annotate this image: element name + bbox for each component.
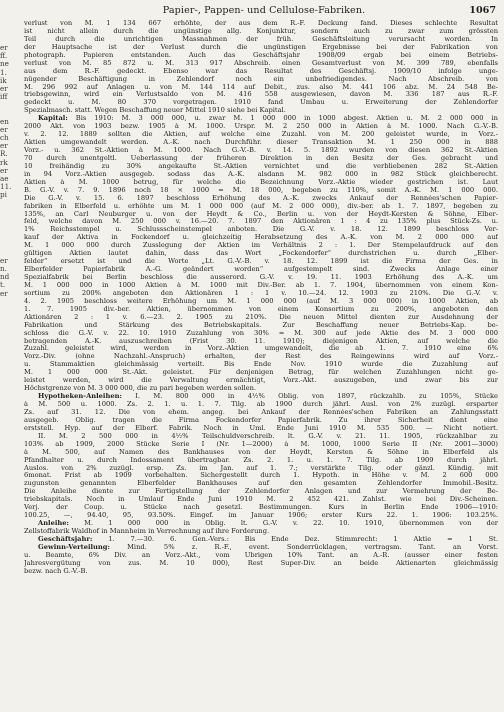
margin-fragment xyxy=(0,331,12,339)
margin-fragment xyxy=(0,200,12,208)
margin-fragment xyxy=(0,494,12,502)
text-line: Die G.-V. v. 15. 6. 1897 beschloss Erhöhung des A.-K. zwecks Ankauf der Rennées'schen Papier- xyxy=(24,194,498,202)
margin-fragment xyxy=(0,355,12,363)
text-line: 135%, an Carl Neuburger u. von der Heydt & Co., Berlin u. von der Heydt-Kersten & Söhne, Elber- xyxy=(24,210,498,218)
text-line: ist nicht allein durch die ungünstige allg. Konjunktur, sondern auch zu zwar zum grössten xyxy=(24,27,498,35)
text-line: bezw. nach G.-V.-B. xyxy=(24,567,88,575)
text-line: kauf der Aktiva in Fockendorf u. gleichzeitig Herabsetzung des A.-K. von M. 2 000 000 auf xyxy=(24,234,498,242)
margin-fragment xyxy=(0,650,12,658)
text-line: gedeckt u. M. 80 370 vorgetragen. 1910 fand Umbau u. Erweiterung der Zehlendorfer xyxy=(24,99,498,107)
margin-fragment xyxy=(0,232,12,240)
text-line: leistet werden, wird die Verwaltung ermächtigt, Vorz.-Akt. auszugeben, und zwar bis zur xyxy=(24,377,498,385)
text-line: Vorz.- u. 362 St.-Aktien à M. 1000. Nach G.-V.-B. v. 14. 5. 1892 wurden von diesen 362 St.-Aktien xyxy=(24,147,498,154)
page-header xyxy=(108,4,496,18)
margin-fragment xyxy=(0,306,12,314)
text-line: nügender Beschäftigung in Zehlendorf noch ein unbefriedigendes. Nach Abschreib. von xyxy=(24,75,498,83)
margin-fragment xyxy=(0,666,12,674)
text-line: 100.25, —, 94.40, 95, 93.50%. Eingef. im Januar 1906; erster Kurs 22. 1. 1906: 103.25%. xyxy=(24,512,498,520)
margin-fragment xyxy=(0,625,12,633)
margin-fragment xyxy=(0,503,12,511)
text-line: 103% ab 1909, 2000 Stücke Serie I (Nr. 1—2000) à M. 1000, 1000 Serie II (Nr. 2001—3000) xyxy=(24,440,498,448)
margin-fragment xyxy=(0,552,12,560)
margin-fragment xyxy=(0,372,12,380)
text-line: Zs. auf 31. 12. Die von ehem. angeg. bei Ankauf der Rennées'schen Fabriken an Zahlungsstatt xyxy=(24,408,498,416)
text-line: Höchstgrenze von M. 3 000 000, die zu pari begeben werden sollen. xyxy=(24,385,257,393)
text-line: felder“ ersetzt ist und die Worte „Lt. G.-V.-B. v. 18. 12. 1899 ist die Firma der Ges. in xyxy=(24,258,498,266)
text-line: der Hauptsache ist der Verlust durch die ungünstigen Ergebnisse bei der Fabrikation von xyxy=(24,43,498,51)
left-margin-fragments xyxy=(0,44,12,707)
text-line: Vorz.-Div. (ohne Nachzahl.-Anspruch) erhalten, der Rest des Reingewinns wird auf Vorz.- xyxy=(24,353,498,361)
margin-fragment xyxy=(0,699,12,707)
margin-fragment: t. xyxy=(0,280,6,290)
text-line: Hypotheken-Anleihen: I. M. 800 000 in 4½% Oblig. von 1897, rückzahlb. zu 105%, Stücke xyxy=(38,393,498,401)
text-line: Spezialfabrik bei Berlin beschloss die ausserord. G.-V. v. 19. 11. 1903 Erhöhung des A.-K. um xyxy=(24,274,498,281)
margin-fragment: en xyxy=(0,116,9,126)
margin-fragment xyxy=(0,421,12,429)
text-line: schloss die G.-V. v. 22. 10. 1910 Zuzahlung von 30% = M. 300 auf jede Aktie des M. 3 000 000 xyxy=(24,329,498,337)
margin-fragment: er xyxy=(0,83,8,93)
text-line: Aktionären 2 : 1 v. 6.—23. 2. 1905 zu 210%. Die neuen Mittel dienten zur Ausdehnung der xyxy=(24,313,498,321)
margin-fragment xyxy=(0,347,12,355)
text-line: Jahresvergütung von zus. M. 10 000), Rest Super-Div. an beide Aktienarten gleichmässig xyxy=(24,559,498,567)
margin-fragment xyxy=(0,322,12,330)
margin-fragment: nd xyxy=(0,272,10,282)
margin-fragment: ne xyxy=(0,59,9,69)
text-line: II. M. 2 500 000 in 4½% Teilschuldverschreib. lt. G.-V. v. 21. 11. 1905, rückzahlbar zu xyxy=(38,432,498,440)
margin-fragment xyxy=(0,642,12,650)
margin-fragment xyxy=(0,388,12,396)
margin-fragment xyxy=(0,298,12,306)
text-line: erststell. Hyp. auf der Elberf. Fabrik. Noch in Uml. Ende Juni 1910 M. 535 500. — Nicht notiert. xyxy=(24,424,498,432)
margin-fragment xyxy=(0,380,12,388)
section-heading: Hypotheken-Anleihen: xyxy=(38,393,122,401)
text-line: Gewinn-Verteilung: Mind. 5% z. R.-F., event. Sonderrücklagen, vertragsm. Tant. an Vorst. xyxy=(38,543,498,551)
text-line: Zellstoffabrik Waldhof in Mannheim in Verrechnung auf ihre Forderung. xyxy=(24,528,270,535)
text-line: Elberfelder Papierfabrik A.-G. geändert worden“ aufgestempelt sind. Zwecks Anlage einer xyxy=(24,266,498,274)
margin-fragment xyxy=(0,412,12,420)
text-line: 2000 Akt. von 1903 bezw. 1905 à M. 1000. Urspr. M. 2 250 000 in Aktien à M. 1000. Nach G.-V.-B. xyxy=(24,123,498,131)
margin-fragment xyxy=(0,314,12,322)
margin-fragment xyxy=(0,216,12,224)
text-line: verlust von M. 1 134 667 erhöhte, der aus dem R.-F. Deckung fand. Dieses schlechte Resultat xyxy=(24,20,498,27)
margin-fragment xyxy=(0,445,12,453)
margin-fragment xyxy=(0,568,12,576)
text-line: u. Stammaktien gleichmässig verteilt. Bis Ende Nov. 1910 wurde die Zuzahlung auf xyxy=(24,361,498,369)
text-line: Aktien à M. 1000 betrug, für welche die Bezeichnung Vorz.-Aktie wieder gestrichen ist. Laut xyxy=(24,178,498,186)
margin-fragment xyxy=(0,339,12,347)
text-line: betragenden A.-K. auszuschreiben (Frist 30. 11. 1910); diejenigen Aktien, auf welche die xyxy=(24,337,498,345)
margin-fragment: R. xyxy=(0,149,8,159)
margin-fragment xyxy=(0,462,12,470)
text-line: Pfandhalter u. durch Indossament übertragbar. Zs. 2. 1. u. 1. 7. Tilg. ab 1909 durch jährl. xyxy=(24,456,498,464)
margin-fragment xyxy=(0,543,12,551)
text-line: 70 durch unentgeltl. Ueberlassung der früheren Direktion in den Besitz der Ges. gebracht und xyxy=(24,154,498,162)
text-line: 6monat. Frist ab 1909 vorbehalten. Sichergestellt durch 1. Hypoth. in Höhe v. M. 2 600 000 xyxy=(24,472,498,480)
text-line: v. 2. 12. 1889 sollten die Aktien, auf welche eine Zuzahl. von M. 200 geleistet wurde, in Vorz.- xyxy=(24,131,498,139)
margin-fragment xyxy=(0,519,12,527)
margin-fragment xyxy=(0,617,12,625)
margin-fragment xyxy=(0,396,12,404)
running-title: Papier-, Pappen- und Cellulose-Fabriken. xyxy=(162,5,366,16)
page-number: 1067 xyxy=(469,5,496,16)
margin-fragment xyxy=(0,658,12,666)
margin-fragment: ae xyxy=(0,174,9,183)
text-line: M. 296 992 auf Anlagen u. von M. 144 114 auf Debit., zus. also M. 441 106 abz. M. 24 548 Be- xyxy=(24,83,498,91)
margin-fragment: er xyxy=(0,165,8,175)
margin-fragment: er xyxy=(0,288,8,298)
margin-fragment: 1. xyxy=(0,67,7,77)
text-line: Teil durch die unrichtigen Massnahmen der früh. Geschäftsleitung verursacht worden. In xyxy=(24,35,498,43)
margin-fragment: er xyxy=(0,44,8,52)
margin-fragment xyxy=(0,429,12,437)
text-line: Zuzahl. geleistet wird, werden in Vorz.-Aktien umgewandelt, die ab 1. 7. 1910 eine 6% xyxy=(24,345,498,353)
text-line: in 94 Vorz.-Aktien ausgegeb. sodass das A.-K. alsdann M. 982 000 in 982 Stück gleichberecht. xyxy=(24,170,498,178)
text-line: Fabrikation und Stärkung des Betriebskapitals. Zur Beschaffung neuer Betriebs-Kap. be- xyxy=(24,321,498,329)
margin-fragment xyxy=(0,208,12,216)
margin-fragment xyxy=(0,691,12,699)
text-column xyxy=(24,20,498,710)
margin-fragment xyxy=(0,674,12,682)
margin-fragment xyxy=(0,609,12,617)
margin-fragment xyxy=(0,593,12,601)
margin-fragment xyxy=(0,101,12,109)
margin-fragment: ch xyxy=(0,133,9,143)
margin-fragment: 11. xyxy=(0,182,12,192)
text-line: 4. 2. 1905 beschloss weitere Erhöhung um M. 1 000 000 (auf M. 3 000 000) in 1000 Aktien, ab xyxy=(24,297,498,305)
section-heading: Kapital: xyxy=(38,115,68,123)
margin-fragment xyxy=(0,601,12,609)
margin-fragment: er xyxy=(0,124,8,134)
text-line: à M. 500 u. 1000. Zs. 2. 1. u. 1. 7. Tilg. ab 1900 durch jährl. Ausl. von 2% zuzügl. ersparter xyxy=(24,401,498,408)
margin-fragment xyxy=(0,634,12,642)
text-line: aus dem R.-F. gedeckt. Ebenso war das Resultat des Geschäftsj. 1909/10 infolge unge- xyxy=(24,67,498,75)
text-line: triebsgewinn, wird ein Verlustsaldo von M. 416 558 ausgewiesen, davon M. 336 187 aus R.-F. xyxy=(24,91,498,99)
margin-fragment: er xyxy=(0,255,8,265)
margin-fragment xyxy=(0,470,12,478)
text-line: Geschäftsjahr: 1. 7.—30. 6. Gen.-Vers.: Bis Ende Dez. Stimmrecht: 1 Aktie = 1 St. xyxy=(38,535,498,543)
margin-fragment xyxy=(0,584,12,592)
margin-fragment: ff. xyxy=(0,51,8,61)
margin-fragment xyxy=(0,404,12,412)
text-line: sortium zu 200% angeboten den Aktionären 1 : 1 v. 10.—24. 12. 1903 zu 210%. Die G.-V. v. xyxy=(24,289,498,297)
text-line: à M. 500, auf Namen des Bankhauses von der Heydt, Kersten & Söhne in Elberfeld als xyxy=(24,448,498,456)
text-line: 1% Reichsstempel u. Schlussscheinstempel anboten. Die G.-V. v. 18. 12. 1899 beschloss Ver- xyxy=(24,226,498,234)
text-line: u. Beamte, 6% Div. an Vorz.-Akt., vom Übrigen 10% Tant. an A.-R. (ausser einer festen xyxy=(24,551,498,559)
section-heading: Anleihe: xyxy=(38,520,69,528)
margin-fragment xyxy=(0,478,12,486)
margin-fragment xyxy=(0,527,12,535)
margin-fragment: ik xyxy=(0,75,7,85)
section-heading: Gewinn-Verteilung: xyxy=(38,543,110,551)
text-line: Aktien umgewandelt werden. A.-K. nach Durchführ. dieser Transaktion M. 1 250 000 in 888 xyxy=(24,139,498,147)
text-line: Kapital: Bis 1910: M. 3 000 000, u. zwar M. 1 000 000 in 1000 abgest. Aktien u. M. 2 000 000 in xyxy=(38,115,498,123)
margin-fragment: n. xyxy=(0,264,7,274)
text-line: ausgegeb. Oblig. tragen die Firma Fockendorfer Papierfabrik. Zu ihrer Sicherheit dient eine xyxy=(24,416,498,424)
text-line: Die Anleihe diente zur Fertigstellung der Zehlendorfer Anlagen und zur Vermehrung der Be- xyxy=(24,488,498,496)
text-line: B. G.-V. v. 7. 9. 1896 noch 18 × 1000 = M. 18 000, begeben zu 110%, somit A.-K. M. 1 000 000. xyxy=(24,186,498,194)
margin-fragment xyxy=(0,683,12,691)
text-line: M. 1 000 000 durch Zusslegung der Aktien im Verhältnis 2 : 1. Der Stempelaufdruck auf den xyxy=(24,242,498,250)
text-line: Spezialmasch. statt. Wegen Beschaffung neuer Mittel 1910 siehe bei Kapital. xyxy=(24,107,286,115)
text-line: fabriken in Elberfeld u. erhöhte um M. 1 000 000 (auf M. 2 000 000), div.-ber. ab 1. 7. 1897, begeben zu xyxy=(24,202,498,210)
margin-fragment xyxy=(0,453,12,461)
margin-fragment xyxy=(0,241,12,249)
margin-fragment xyxy=(0,576,12,584)
text-line: photograph. Papieren entstanden. Auch das Geschäftsjahr 1908/09 ergab bei einem Betriebs- xyxy=(24,51,498,59)
margin-fragment xyxy=(0,511,12,519)
text-line: zugunsten genannten Elberfelder Bankhauses auf den gesamten Zehlendorfer Immobil.-Besitz. xyxy=(24,480,498,488)
margin-fragment xyxy=(0,224,12,232)
margin-fragment xyxy=(0,363,12,371)
margin-fragment xyxy=(0,560,12,568)
text-line: M. 1 000 000 St.-Akt. geleistet. Für denjenigen Betrag, für welchen Zuzahlungen nicht ge- xyxy=(24,369,498,377)
text-line: 10 freihändig zu 30% angekaufte St.-Aktien vernichtet und die verbliebenen 282 St.-Aktien xyxy=(24,162,498,170)
text-line: 1. 7. 1905 div.-ber. Aktien, übernommen von einem Konsortium zu 200%, angeboten den xyxy=(24,305,498,313)
text-line: Verj. der Coup. u. Stücke nach gesetzl. Bestimmungen. Kurs in Berlin Ende 1906—1910: xyxy=(24,504,498,512)
margin-fragment: pi xyxy=(0,190,7,200)
margin-fragment: er xyxy=(0,141,8,151)
text-line: M. 1 000 000 in 1000 Aktien à M. 1000 mit Div.-Ber. ab 1. 7. 1904, übernommen von einem Kon- xyxy=(24,281,498,289)
margin-fragment xyxy=(0,486,12,494)
text-line: verlust von M. 85 872 u. M. 313 917 Abschreib. einen Gesamtverlust von M. 399 789, ebenfalls xyxy=(24,59,498,67)
margin-fragment: iff xyxy=(0,92,8,102)
text-line: Auslos. von 2% zuzügl. ersp. Zs. im Jan. auf 1. 7.; verstärkte Tilg. oder gänzl. Kündig. mit xyxy=(24,464,498,472)
text-line: Anleihe: M. 1 000 000 in Oblig. lt. G.-V. v. 22. 10. 1910, übernommen von der xyxy=(38,520,498,528)
section-heading: Geschäftsjahr: xyxy=(38,535,93,543)
margin-fragment: rk xyxy=(0,157,8,167)
margin-fragment xyxy=(0,437,12,445)
text-line: feld, welche davon M. 250 000 v. 16.—20. 7. 1897 den Aktionären 1 : 4 zu 135% plus Stück-Zs. u. xyxy=(24,218,498,226)
margin-fragment xyxy=(0,535,12,543)
text-line: triebskapitals. Noch in Umlauf Ende Juni 1910 M. 2 452 421. Zahlst. wie bei Div.-Scheinen. xyxy=(24,496,498,504)
text-line: gültigen Aktien lautet dahin, dass das Wort „Fockendorfer“ durchstrichen u. durch „Elber- xyxy=(24,250,498,258)
